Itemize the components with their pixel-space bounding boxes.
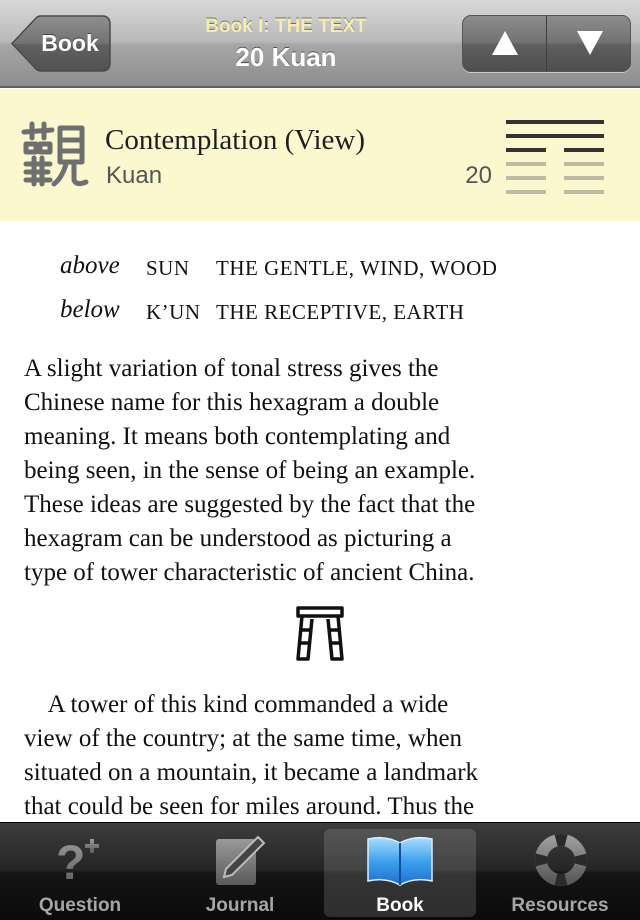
nav-title: 20 Kuan — [235, 42, 337, 72]
hexagram-number: 20 — [465, 162, 492, 189]
tab-bar — [0, 822, 640, 920]
hexagram-lines-icon — [506, 118, 606, 196]
trigram-attributes: THE RECEPTIVE, EARTH — [216, 300, 465, 324]
next-hexagram-button[interactable] — [548, 16, 631, 71]
chinese-character-kuan-icon — [18, 118, 90, 190]
arrow-down-icon — [576, 30, 604, 56]
tab-label: Question — [38, 895, 122, 916]
question-icon — [52, 833, 108, 889]
book-text-content[interactable] — [0, 222, 640, 822]
book-icon — [364, 833, 436, 889]
text-line: hexagram can be understood as picturing a — [24, 525, 452, 552]
hexagram-romanized-name: Kuan — [106, 162, 163, 189]
lifebuoy-icon — [534, 833, 588, 887]
prev-next-segmented-control — [462, 15, 631, 72]
tab-label: Resources — [511, 895, 609, 916]
tab-resources[interactable] — [480, 823, 640, 920]
tab-label: Journal — [205, 895, 275, 916]
trigram-name: K’UN — [146, 300, 201, 324]
text-line: A slight variation of tonal stress gives the — [24, 355, 439, 382]
previous-hexagram-button[interactable] — [463, 16, 547, 71]
navigation-bar — [0, 0, 640, 88]
nav-subtitle: Book I: THE TEXT — [205, 16, 367, 37]
text-line: that could be seen for miles around. Thus the — [24, 793, 475, 820]
paragraph-1 — [24, 352, 620, 590]
trigram-name: SUN — [146, 256, 190, 280]
trigram-attributes: THE GENTLE, WIND, WOOD — [216, 256, 498, 280]
text-line: These ideas are suggested by the fact that the — [24, 491, 476, 518]
text-line: type of tower characteristic of ancient China. — [24, 559, 475, 586]
svg-text:?: ? — [56, 837, 86, 889]
tab-question[interactable] — [0, 823, 160, 920]
tab-label: Book — [376, 895, 424, 916]
trigram-position: above — [60, 252, 120, 279]
text-line: situated on a mountain, it became a landmark — [24, 759, 479, 786]
text-line: being seen, in the sense of being an example. — [24, 457, 476, 484]
text-line: meaning. It means both contemplating and — [24, 423, 451, 450]
trigram-position: below — [60, 296, 120, 323]
arrow-up-icon — [491, 30, 519, 56]
text-line: view of the country; at the same time, when — [24, 725, 463, 752]
paragraph-2 — [24, 688, 620, 822]
tab-book[interactable] — [324, 829, 476, 917]
tower-glyph-icon — [294, 605, 346, 661]
back-button-label: Book — [41, 30, 99, 56]
back-button[interactable] — [10, 15, 111, 72]
journal-icon — [212, 833, 270, 889]
hexagram-name: Contemplation (View) — [105, 124, 366, 156]
text-line: A tower of this kind commanded a wide — [24, 691, 449, 718]
tab-journal[interactable] — [160, 823, 320, 920]
text-line: Chinese name for this hexagram a double — [24, 389, 440, 416]
